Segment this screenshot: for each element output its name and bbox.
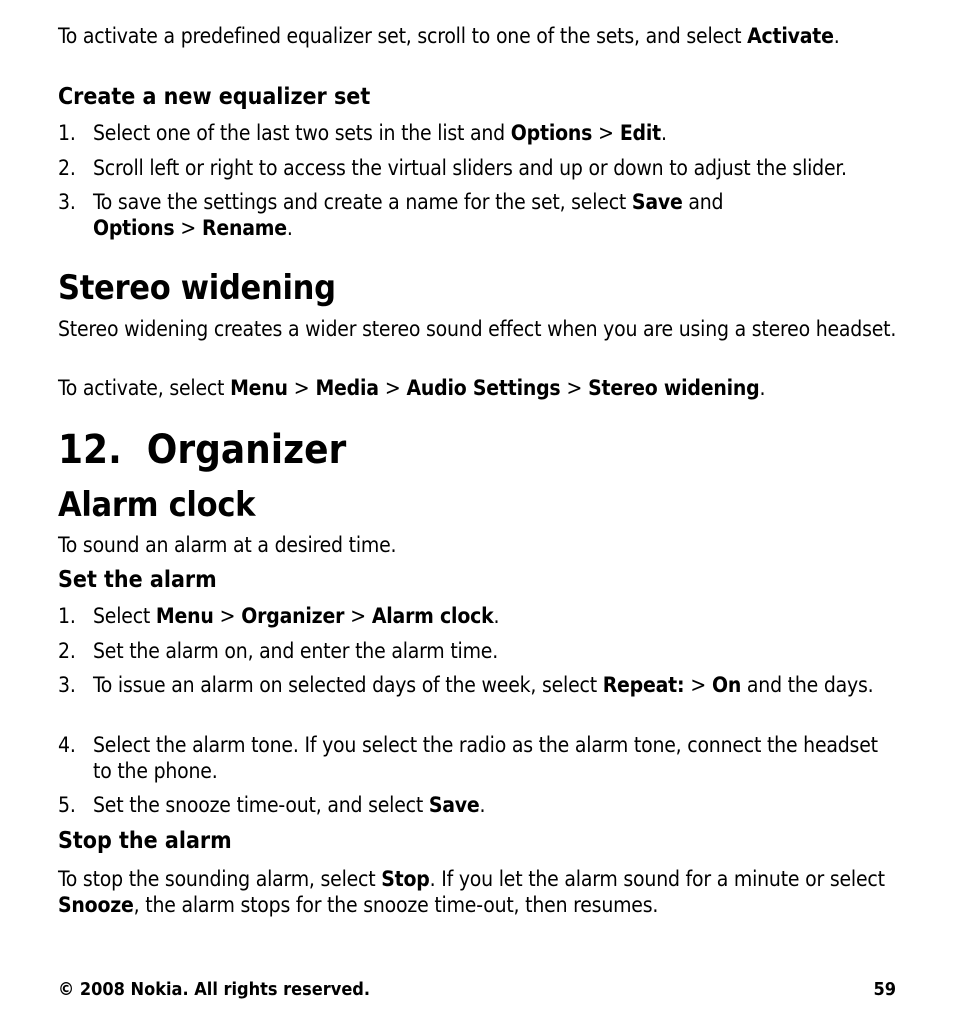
set-alarm-heading: Set the alarm: [58, 567, 217, 593]
alarm-clock-heading: Alarm clock: [58, 485, 256, 525]
alarm-clock-intro: To sound an alarm at a desired time.: [58, 533, 397, 557]
footer-copyright: © 2008 Nokia. All rights reserved.: [58, 979, 371, 1000]
equalizer-intro-paragraph: To activate a predefined equalizer set, scroll to one of the sets, and select Activate.: [58, 24, 840, 48]
list-item: 2. Scroll left or right to access the virtual sliders and up or down to adjust the slider.: [58, 156, 847, 180]
list-item: 1. Select Menu > Organizer > Alarm clock.: [58, 604, 500, 628]
list-item: 2. Set the alarm on, and enter the alarm time.: [58, 639, 499, 663]
stereo-widening-heading: Stereo widening: [58, 268, 336, 308]
stop-alarm-paragraph: To stop the sounding alarm, select Stop. If you let the alarm sound for a minute or select Snooze, the alarm stops for the snooze time-out, then resumes.: [58, 867, 885, 917]
stop-alarm-heading: Stop the alarm: [58, 828, 232, 854]
create-equalizer-heading: Create a new equalizer set: [58, 84, 371, 110]
page-number: 59: [873, 979, 896, 1000]
create-equalizer-steps: [58, 120, 898, 241]
list-item: 3. To save the settings and create a name for the set, select Save and Options > Rename.: [58, 190, 724, 240]
list-item: 1. Select one of the last two sets in the list and Options > Edit.: [58, 121, 667, 145]
list-item: 3. To issue an alarm on selected days of the week, select Repeat: > On and the days.: [58, 673, 874, 697]
chapter-name: Organizer: [146, 427, 347, 473]
set-alarm-steps: [58, 603, 898, 818]
chapter-number: 12.: [58, 427, 122, 473]
stereo-widening-path: To activate, select Menu > Media > Audio Settings > Stereo widening.: [58, 376, 766, 400]
stereo-widening-description: Stereo widening creates a wider stereo sound effect when you are using a stereo headset.: [58, 317, 897, 341]
list-item: 4. Select the alarm tone. If you select the radio as the alarm tone, connect the headset to the phone.: [58, 733, 878, 783]
chapter-title: [58, 427, 346, 473]
list-item: 5. Set the snooze time-out, and select Save.: [58, 793, 486, 817]
